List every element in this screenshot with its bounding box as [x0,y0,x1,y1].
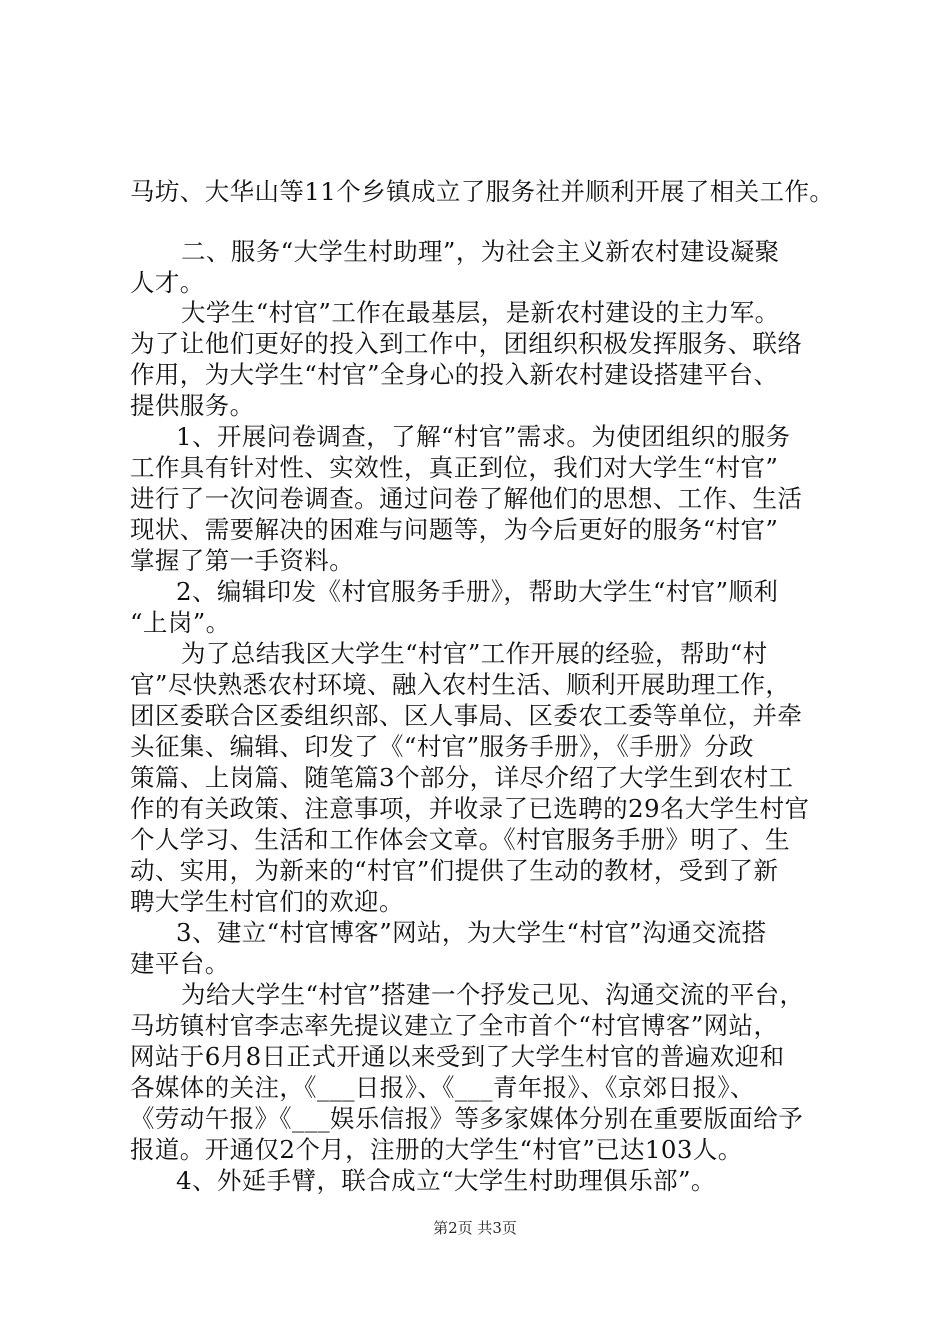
paragraph-line: 作的有关政策、注意事项，并收录了已选聘的29名大学生村官 [130,794,810,823]
paragraph-line: 作用，为大学生“村官”全身心的投入新农村建设搭建平台、 [130,360,779,389]
paragraph-line: 策篇、上岗篇、随笔篇3个部分，详尽介绍了大学生到农村工 [130,763,794,792]
paragraph-line: 官”尽快熟悉农村环境、融入农村生活、顺利开展助理工作， [130,670,791,699]
subheading-line: 建平台。 [130,949,230,978]
paragraph-line: 头征集、编辑、印发了《“村官”服务手册》，《手册》分政 [130,732,754,761]
paragraph-line: 报道。开通仅2个月，注册的大学生“村官”已达103人。 [130,1135,743,1164]
paragraph-line: 马坊、大华山等11个乡镇成立了服务社并顺利开展了相关工作。 [130,177,835,206]
paragraph-line: 团区委联合区委组织部、区人事局、区委农工委等单位，并牵 [130,701,803,730]
paragraph-line: 各媒体的关注，《___日报》、《___青年报》、《京郊日报》、 [130,1073,755,1102]
paragraph-line: 为了总结我区大学生“村官”工作开展的经验，帮助“村 [181,639,768,668]
paragraph-line: 为了让他们更好的投入到工作中，团组织积极发挥服务、联络 [130,329,803,358]
paragraph-line: 动、实用，为新来的“村官”们提供了生动的教材，受到了新 [130,856,779,885]
page-number-footer: 第2页 共3页 [433,1219,517,1237]
paragraph-line: 提供服务。 [130,391,255,420]
paragraph-line: 网站于6月8日正式开通以来受到了大学生村官的普遍欢迎和 [130,1042,785,1071]
subheading-line: 1、开展问卷调查，了解“村官”需求。为使团组织的服务 [176,422,791,451]
paragraph-line: 聘大学生村官们的欢迎。 [130,887,404,916]
paragraph-line: 个人学习、生活和工作体会文章。《村官服务手册》明了、生 [130,825,791,854]
paragraph-line: 工作具有针对性、实效性，真正到位，我们对大学生“村官” [130,453,779,482]
subheading-line: 3、建立“村官博客”网站，为大学生“村官”沟通交流搭 [176,918,767,947]
paragraph-line: 掌握了第一手资料。 [130,546,355,575]
paragraph-line: 马坊镇村官李志率先提议建立了全市首个“村官博客”网站， [130,1011,779,1040]
section-heading-line: 二、服务“大学生村助理”，为社会主义新农村建设凝聚 [181,237,780,266]
paragraph-line: 现状、需要解决的困难与问题等，为今后更好的服务“村官” [130,515,779,544]
paragraph-line: 《劳动午报》《___娱乐信报》等多家媒体分别在重要版面给予 [130,1104,804,1133]
paragraph-line: 大学生“村官”工作在最基层，是新农村建设的主力军。 [181,298,780,327]
paragraph-line: 进行了一次问卷调查。通过问卷了解他们的思想、工作、生活 [130,484,803,513]
section-heading-line: 人才。 [130,268,205,297]
subheading-line: 4、外延手臂，联合成立“大学生村助理俱乐部”。 [176,1166,716,1195]
paragraph-line: 为给大学生“村官”搭建一个抒发己见、沟通交流的平台， [181,980,805,1009]
subheading-line: “上岗”。 [130,608,231,637]
subheading-line: 2、编辑印发《村官服务手册》，帮助大学生“村官”顺利 [176,577,779,606]
